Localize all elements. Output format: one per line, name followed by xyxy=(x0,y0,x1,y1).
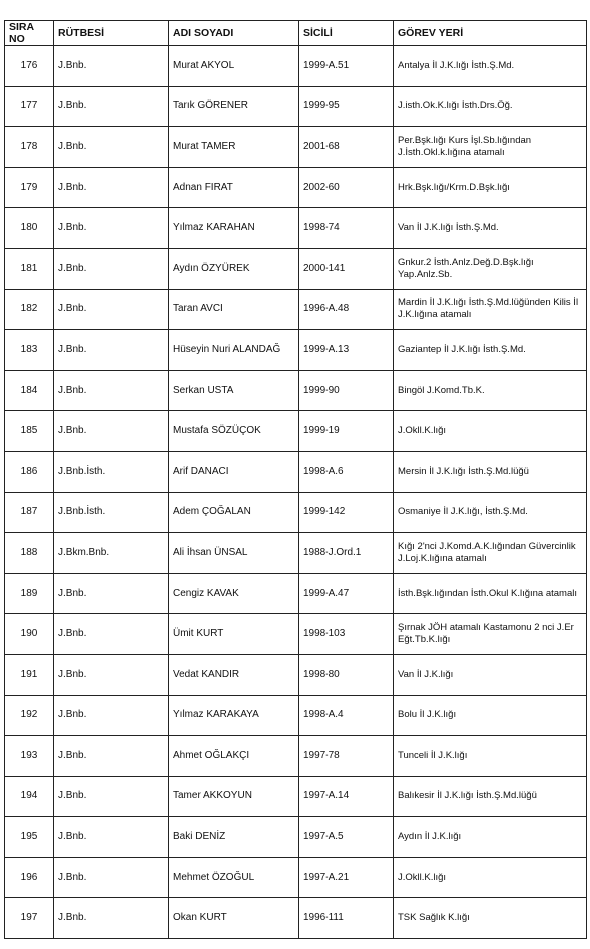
sicil-cell: 1998-80 xyxy=(299,654,394,695)
adi-soyadi-cell: Ümit KURT xyxy=(169,614,299,655)
adi-soyadi-cell: Okan KURT xyxy=(169,898,299,939)
rutbe-cell: J.Bnb. xyxy=(54,654,169,695)
gorev-yeri-cell: Aydın İl J.K.lığı xyxy=(394,817,587,858)
sira-no-cell: 194 xyxy=(5,776,54,817)
header-row xyxy=(5,21,587,46)
gorev-yeri-cell: Osmaniye İl J.K.lığı, İsth.Ş.Md. xyxy=(394,492,587,533)
sicil-cell: 2001-68 xyxy=(299,127,394,168)
table-row xyxy=(5,451,587,492)
header-gorev-yeri: GÖREV YERİ xyxy=(394,21,587,46)
rutbe-cell: J.Bkm.Bnb. xyxy=(54,533,169,574)
sicil-cell: 1997-78 xyxy=(299,736,394,777)
sira-no-cell: 187 xyxy=(5,492,54,533)
sira-no-cell: 196 xyxy=(5,857,54,898)
gorev-yeri-cell: İsth.Bşk.lığından İsth.Okul K.lığına atamalı xyxy=(394,573,587,614)
adi-soyadi-cell: Murat AKYOL xyxy=(169,46,299,87)
adi-soyadi-cell: Aydın ÖZYÜREK xyxy=(169,248,299,289)
sira-no-cell: 197 xyxy=(5,898,54,939)
adi-soyadi-cell: Vedat KANDIR xyxy=(169,654,299,695)
sicil-cell: 1988-J.Ord.1 xyxy=(299,533,394,574)
rutbe-cell: J.Bnb. xyxy=(54,573,169,614)
adi-soyadi-cell: Serkan USTA xyxy=(169,370,299,411)
rutbe-cell: J.Bnb. xyxy=(54,86,169,127)
table-row xyxy=(5,370,587,411)
rutbe-cell: J.Bnb. xyxy=(54,736,169,777)
sira-no-cell: 176 xyxy=(5,46,54,87)
sicil-cell: 1998-A.6 xyxy=(299,451,394,492)
rutbe-cell: J.Bnb. xyxy=(54,776,169,817)
table-row xyxy=(5,86,587,127)
sicil-cell: 1996-A.48 xyxy=(299,289,394,330)
adi-soyadi-cell: Hüseyin Nuri ALANDAĞ xyxy=(169,330,299,371)
sicil-cell: 1998-A.4 xyxy=(299,695,394,736)
adi-soyadi-cell: Adnan FIRAT xyxy=(169,167,299,208)
gorev-yeri-cell: Antalya İl J.K.lığı İsth.Ş.Md. xyxy=(394,46,587,87)
sira-no-cell: 186 xyxy=(5,451,54,492)
sicil-cell: 1999-A.47 xyxy=(299,573,394,614)
header-adi-soyadi: ADI SOYADI xyxy=(169,21,299,46)
adi-soyadi-cell: Mustafa SÖZÜÇOK xyxy=(169,411,299,452)
gorev-yeri-cell: Mersin İl J.K.lığı İsth.Ş.Md.lüğü xyxy=(394,451,587,492)
table-row xyxy=(5,695,587,736)
table-row xyxy=(5,411,587,452)
table-row xyxy=(5,533,587,574)
rutbe-cell: J.Bnb. xyxy=(54,248,169,289)
gorev-yeri-cell: Van İl J.K.lığı İsth.Ş.Md. xyxy=(394,208,587,249)
rutbe-cell: J.Bnb. xyxy=(54,857,169,898)
sira-no-cell: 190 xyxy=(5,614,54,655)
rutbe-cell: J.Bnb.İsth. xyxy=(54,451,169,492)
sicil-cell: 1997-A.21 xyxy=(299,857,394,898)
table-row xyxy=(5,289,587,330)
rutbe-cell: J.Bnb. xyxy=(54,127,169,168)
rutbe-cell: J.Bnb.İsth. xyxy=(54,492,169,533)
table-row xyxy=(5,776,587,817)
adi-soyadi-cell: Ahmet OĞLAKÇI xyxy=(169,736,299,777)
adi-soyadi-cell: Taran AVCI xyxy=(169,289,299,330)
sicil-cell: 1999-90 xyxy=(299,370,394,411)
sicil-cell: 1997-A.5 xyxy=(299,817,394,858)
rutbe-cell: J.Bnb. xyxy=(54,330,169,371)
gorev-yeri-cell: Tunceli İl J.K.lığı xyxy=(394,736,587,777)
sira-no-cell: 189 xyxy=(5,573,54,614)
adi-soyadi-cell: Yılmaz KARAHAN xyxy=(169,208,299,249)
sira-no-cell: 185 xyxy=(5,411,54,452)
header-sicil: SİCİLİ xyxy=(299,21,394,46)
sicil-cell: 1998-74 xyxy=(299,208,394,249)
gorev-yeri-cell: Per.Bşk.lığı Kurs İşl.Sb.lığından J.İsth.Okl.k.lığına atamalı xyxy=(394,127,587,168)
sira-no-cell: 180 xyxy=(5,208,54,249)
gorev-yeri-cell: Şırnak JÖH atamalı Kastamonu 2 nci J.Er Eğt.Tb.K.lığı xyxy=(394,614,587,655)
sicil-cell: 1996-111 xyxy=(299,898,394,939)
sira-no-cell: 177 xyxy=(5,86,54,127)
adi-soyadi-cell: Tarık GÖRENER xyxy=(169,86,299,127)
gorev-yeri-cell: J.isth.Ok.K.lığı İsth.Drs.Öğ. xyxy=(394,86,587,127)
header-sira-no: SIRA NO xyxy=(5,21,54,46)
adi-soyadi-cell: Tamer AKKOYUN xyxy=(169,776,299,817)
sicil-cell: 1999-142 xyxy=(299,492,394,533)
sira-no-cell: 195 xyxy=(5,817,54,858)
rutbe-cell: J.Bnb. xyxy=(54,898,169,939)
table-row xyxy=(5,167,587,208)
rutbe-cell: J.Bnb. xyxy=(54,289,169,330)
sira-no-cell: 193 xyxy=(5,736,54,777)
rutbe-cell: J.Bnb. xyxy=(54,167,169,208)
table-row xyxy=(5,46,587,87)
gorev-yeri-cell: J.Okll.K.lığı xyxy=(394,857,587,898)
sira-no-cell: 192 xyxy=(5,695,54,736)
table-row xyxy=(5,817,587,858)
gorev-yeri-cell: Bolu İl J.K.lığı xyxy=(394,695,587,736)
sicil-cell: 1999-19 xyxy=(299,411,394,452)
gorev-yeri-cell: TSK Sağlık K.lığı xyxy=(394,898,587,939)
table-row xyxy=(5,898,587,939)
sicil-cell: 1999-A.51 xyxy=(299,46,394,87)
header-rutbe: RÜTBESİ xyxy=(54,21,169,46)
rutbe-cell: J.Bnb. xyxy=(54,817,169,858)
rutbe-cell: J.Bnb. xyxy=(54,411,169,452)
adi-soyadi-cell: Cengiz KAVAK xyxy=(169,573,299,614)
sicil-cell: 2002-60 xyxy=(299,167,394,208)
table-row xyxy=(5,492,587,533)
table-row xyxy=(5,573,587,614)
sicil-cell: 1999-95 xyxy=(299,86,394,127)
rutbe-cell: J.Bnb. xyxy=(54,208,169,249)
sicil-cell: 1999-A.13 xyxy=(299,330,394,371)
sicil-cell: 1997-A.14 xyxy=(299,776,394,817)
sicil-cell: 1998-103 xyxy=(299,614,394,655)
sira-no-cell: 178 xyxy=(5,127,54,168)
table-row xyxy=(5,614,587,655)
sicil-cell: 2000-141 xyxy=(299,248,394,289)
table-row xyxy=(5,248,587,289)
adi-soyadi-cell: Arif DANACI xyxy=(169,451,299,492)
gorev-yeri-cell: Mardin İl J.K.lığı İsth.Ş.Md.lüğünden Kilis İl J.K.lığına atamalı xyxy=(394,289,587,330)
rutbe-cell: J.Bnb. xyxy=(54,614,169,655)
sira-no-cell: 182 xyxy=(5,289,54,330)
table-row xyxy=(5,330,587,371)
sira-no-cell: 191 xyxy=(5,654,54,695)
adi-soyadi-cell: Yılmaz KARAKAYA xyxy=(169,695,299,736)
adi-soyadi-cell: Ali İhsan ÜNSAL xyxy=(169,533,299,574)
table-row xyxy=(5,127,587,168)
gorev-yeri-cell: Van İl J.K.lığı xyxy=(394,654,587,695)
rutbe-cell: J.Bnb. xyxy=(54,370,169,411)
personnel-table xyxy=(4,20,587,939)
adi-soyadi-cell: Baki DENİZ xyxy=(169,817,299,858)
table-row xyxy=(5,654,587,695)
gorev-yeri-cell: Kığı 2'nci J.Komd.A.K.lığından Güvercinlik J.Loj.K.lığına atamalı xyxy=(394,533,587,574)
sira-no-cell: 183 xyxy=(5,330,54,371)
sira-no-cell: 188 xyxy=(5,533,54,574)
table-row xyxy=(5,208,587,249)
gorev-yeri-cell: Balıkesir İl J.K.lığı İsth.Ş.Md.lüğü xyxy=(394,776,587,817)
gorev-yeri-cell: Bingöl J.Komd.Tb.K. xyxy=(394,370,587,411)
gorev-yeri-cell: Gaziantep İl J.K.lığı İsth.Ş.Md. xyxy=(394,330,587,371)
table-body xyxy=(5,46,587,939)
table-row xyxy=(5,857,587,898)
adi-soyadi-cell: Mehmet ÖZOĞUL xyxy=(169,857,299,898)
gorev-yeri-cell: J.Okll.K.lığı xyxy=(394,411,587,452)
gorev-yeri-cell: Gnkur.2 İsth.Anlz.Değ.D.Bşk.lığı Yap.Anlz.Sb. xyxy=(394,248,587,289)
rutbe-cell: J.Bnb. xyxy=(54,695,169,736)
sira-no-cell: 184 xyxy=(5,370,54,411)
gorev-yeri-cell: Hrk.Bşk.lığı/Krm.D.Bşk.lığı xyxy=(394,167,587,208)
sira-no-cell: 179 xyxy=(5,167,54,208)
rutbe-cell: J.Bnb. xyxy=(54,46,169,87)
adi-soyadi-cell: Adem ÇOĞALAN xyxy=(169,492,299,533)
sira-no-cell: 181 xyxy=(5,248,54,289)
adi-soyadi-cell: Murat TAMER xyxy=(169,127,299,168)
table-row xyxy=(5,736,587,777)
